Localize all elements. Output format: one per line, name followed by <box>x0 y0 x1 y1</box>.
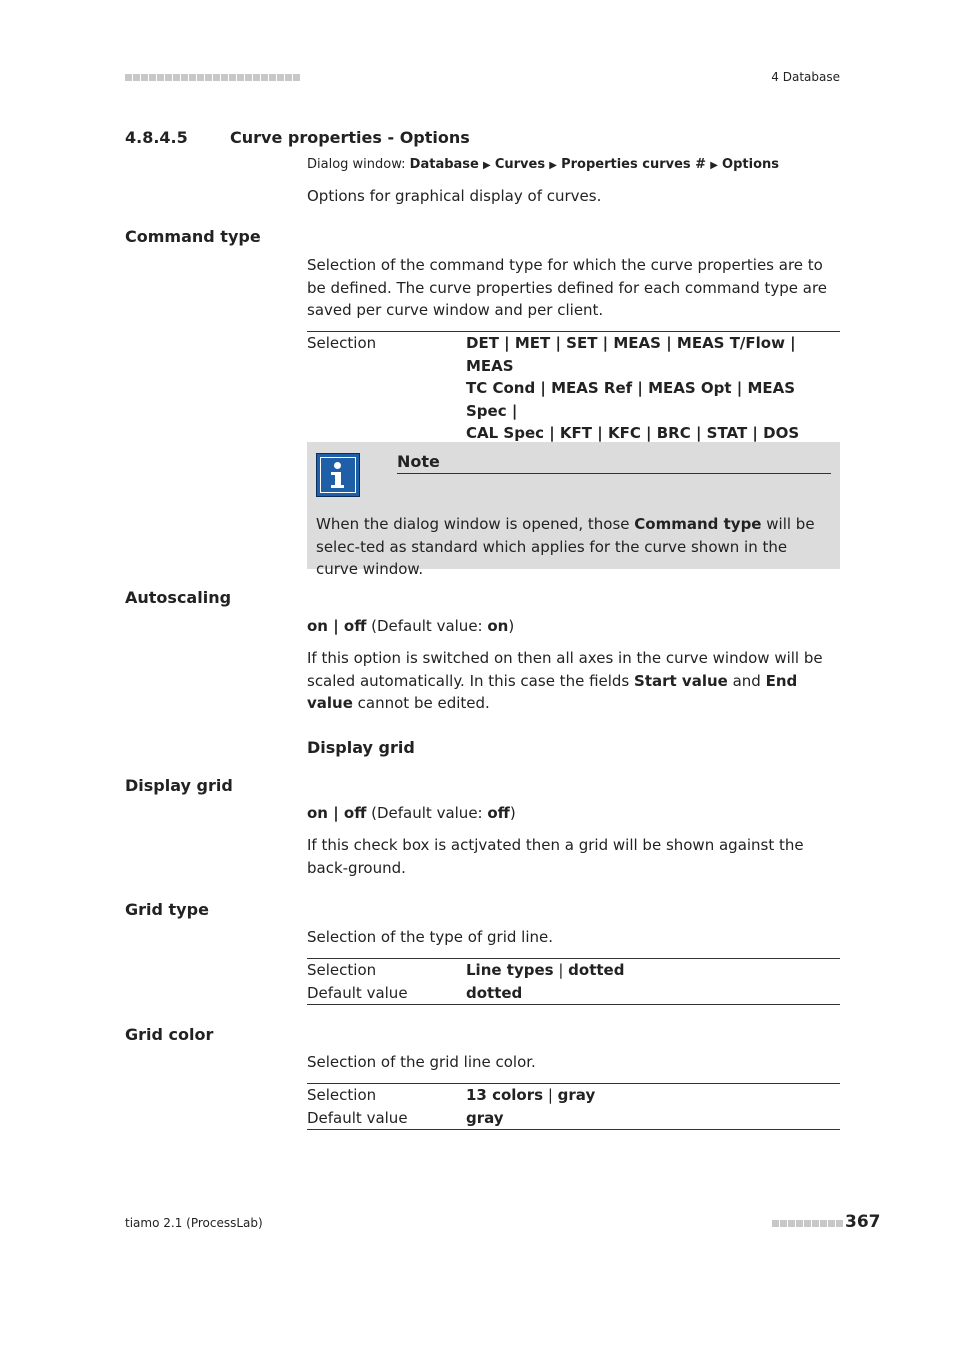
selection-key: Selection <box>307 961 377 979</box>
breadcrumb-prefix: Dialog window: <box>307 157 406 172</box>
section-intro: Options for graphical display of curves. <box>307 187 602 205</box>
selection-line: CAL Spec | KFT | KFC | BRC | STAT | DOS <box>466 424 800 442</box>
selection-line: DET | MET | SET | MEAS | MEAS T/Flow | MEAS <box>466 334 796 375</box>
grid-color-description: Selection of the grid line color. <box>307 1053 536 1071</box>
table-row <box>307 332 840 445</box>
display-grid-options: on | off (Default value: off) <box>307 804 516 822</box>
default-key: Default value <box>307 1108 408 1127</box>
info-icon <box>316 453 360 497</box>
note-text: When the dialog window is opened, those Command type will be selec-ted as standard which applies for the curve shown in the curve window. <box>316 515 815 578</box>
grid-type-label: Grid type <box>125 900 209 919</box>
selection-values: Line types | dotted <box>466 961 625 979</box>
grid-type-description: Selection of the type of grid line. <box>307 928 553 946</box>
selection-values <box>466 332 840 445</box>
autoscaling-options: on | off (Default value: on) <box>307 617 515 635</box>
table-row <box>307 1084 840 1107</box>
grid-color-table <box>307 1083 840 1130</box>
section-number: 4.8.4.5 <box>125 128 188 147</box>
default-value: dotted <box>466 983 523 1002</box>
selection-key: Selection <box>307 334 377 352</box>
breadcrumb-item: Database <box>409 157 479 172</box>
table-row <box>307 982 840 1005</box>
display-grid-label: Display grid <box>125 776 233 795</box>
breadcrumb <box>307 157 779 172</box>
table-row <box>307 1107 840 1130</box>
section-title: Curve properties - Options <box>230 128 470 147</box>
footer-decoration <box>772 1218 843 1228</box>
table-row <box>307 959 840 982</box>
autoscaling-label: Autoscaling <box>125 588 232 607</box>
breadcrumb-item: Properties curves # <box>561 157 707 172</box>
selection-line: TC Cond | MEAS Ref | MEAS Opt | MEAS Spec | <box>466 379 796 420</box>
breadcrumb-separator: ▶ <box>549 160 557 171</box>
default-value: gray <box>466 1108 504 1127</box>
breadcrumb-separator: ▶ <box>710 160 718 171</box>
grid-color-label: Grid color <box>125 1025 214 1044</box>
display-grid-description: If this check box is actjvated then a grid will be shown against the back-ground. <box>307 836 804 877</box>
breadcrumb-separator: ▶ <box>483 160 491 171</box>
autoscaling-description: If this option is switched on then all axes in the curve window will be scaled automatically. In this case the fields Start value and End value cannot be edited. <box>307 649 823 712</box>
display-grid-subheading: Display grid <box>307 738 415 757</box>
header-decoration <box>125 72 300 82</box>
note-title: Note <box>397 452 831 474</box>
chapter-header: 4 Database <box>771 70 840 84</box>
grid-type-table <box>307 958 840 1005</box>
selection-values: 13 colors | gray <box>466 1086 596 1104</box>
command-type-label: Command type <box>125 227 261 246</box>
default-key: Default value <box>307 983 408 1002</box>
selection-key: Selection <box>307 1086 377 1104</box>
breadcrumb-item: Curves <box>494 157 546 172</box>
page-number: 367 <box>845 1212 881 1232</box>
breadcrumb-item: Options <box>722 157 779 172</box>
command-type-description: Selection of the command type for which the curve properties are to be defined. The curve properties defined for each command type are saved per curve window and per client. <box>307 256 828 319</box>
footer-product: tiamo 2.1 (ProcessLab) <box>125 1216 263 1230</box>
note-box <box>307 442 840 578</box>
